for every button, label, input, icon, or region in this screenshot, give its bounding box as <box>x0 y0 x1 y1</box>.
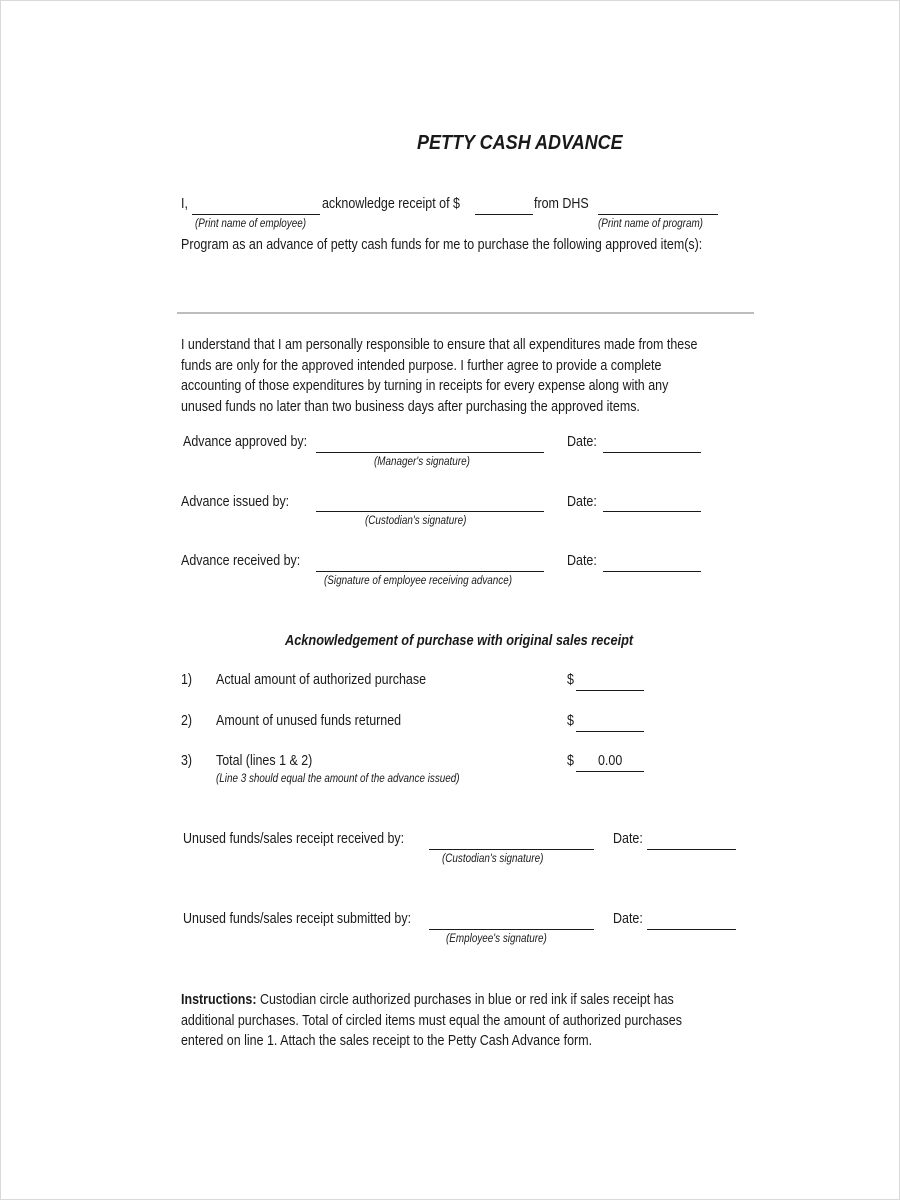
item-number: 1) <box>181 672 193 688</box>
page-title: PETTY CASH ADVANCE <box>417 132 623 154</box>
unused-received-date-field[interactable] <box>647 849 736 850</box>
item-label: Amount of unused funds returned <box>216 713 402 729</box>
employee-name-field[interactable] <box>192 214 320 215</box>
received-by-label: Advance received by: <box>181 553 301 569</box>
total-note: (Line 3 should equal the amount of the advance issued) <box>216 773 460 785</box>
instructions-line: entered on line 1. Attach the sales receipt to the Petty Cash Advance form. <box>181 1033 593 1049</box>
issued-by-label: Advance issued by: <box>181 494 290 510</box>
unused-received-caption: (Custodian's signature) <box>442 853 544 865</box>
total-field[interactable] <box>576 771 644 772</box>
received-date-label: Date: <box>567 553 597 569</box>
approved-date-label: Date: <box>567 434 597 450</box>
item-number: 3) <box>181 753 193 769</box>
total-value: 0.00 <box>598 753 623 769</box>
unused-received-label: Unused funds/sales receipt received by: <box>183 831 405 847</box>
instructions-line: Custodian circle authorized purchases in blue or red ink if sales receipt has <box>256 992 674 1008</box>
instructions-line: additional purchases. Total of circled items must equal the amount of authorized purchases <box>181 1012 682 1029</box>
unused-received-date-label: Date: <box>613 831 643 847</box>
unused-submitted-signature-field[interactable] <box>429 929 594 930</box>
responsibility-line: funds are only for the approved intended purpose. I further agree to provide a complete <box>181 357 662 374</box>
responsibility-line: accounting of those expenditures by turning in receipts for every expense along with any <box>181 378 669 394</box>
approved-by-label: Advance approved by: <box>183 434 308 450</box>
instructions-label: Instructions: <box>181 992 257 1008</box>
custodian-signature-field[interactable] <box>316 511 544 512</box>
unused-submitted-caption: (Employee's signature) <box>446 933 547 945</box>
responsibility-line: unused funds no later than two business days after purchasing the approved items. <box>181 398 640 415</box>
unused-received-signature-field[interactable] <box>429 849 594 850</box>
employee-caption: (Print name of employee) <box>195 218 307 230</box>
employee-signature-field[interactable] <box>316 571 544 572</box>
acknowledge-text: acknowledge receipt of $ <box>322 196 460 212</box>
issued-date-label: Date: <box>567 494 597 510</box>
instructions-paragraph <box>181 990 731 1052</box>
unused-submitted-label: Unused funds/sales receipt submitted by: <box>183 911 412 927</box>
purchase-amount-field[interactable] <box>576 690 644 691</box>
issued-date-field[interactable] <box>603 511 701 512</box>
from-dhs-text: from DHS <box>534 196 589 212</box>
header-prefix: I, <box>181 196 188 212</box>
items-divider <box>177 312 754 314</box>
manager-caption: (Manager's signature) <box>374 456 470 468</box>
amount-field[interactable] <box>475 214 533 215</box>
item-number: 2) <box>181 713 193 729</box>
unused-submitted-date-field[interactable] <box>647 929 736 930</box>
employee-receiving-caption: (Signature of employee receiving advance) <box>324 575 513 587</box>
program-caption: (Print name of program) <box>598 218 703 230</box>
program-name-field[interactable] <box>598 214 718 215</box>
received-date-field[interactable] <box>603 571 701 572</box>
currency-symbol: $ <box>567 753 574 769</box>
program-line: Program as an advance of petty cash funds for me to purchase the following approved item(s): <box>181 237 703 253</box>
currency-symbol: $ <box>567 713 574 729</box>
manager-signature-field[interactable] <box>316 452 544 453</box>
currency-symbol: $ <box>567 672 574 688</box>
custodian-caption: (Custodian's signature) <box>365 515 467 527</box>
unused-submitted-date-label: Date: <box>613 911 643 927</box>
item-label: Total (lines 1 & 2) <box>216 753 313 769</box>
acknowledgement-heading: Acknowledgement of purchase with original sales receipt <box>285 633 634 649</box>
unused-funds-field[interactable] <box>576 731 644 732</box>
approved-date-field[interactable] <box>603 452 701 453</box>
responsibility-paragraph <box>181 335 731 417</box>
responsibility-line: I understand that I am personally responsible to ensure that all expenditures made from these <box>181 337 698 353</box>
item-label: Actual amount of authorized purchase <box>216 672 427 688</box>
